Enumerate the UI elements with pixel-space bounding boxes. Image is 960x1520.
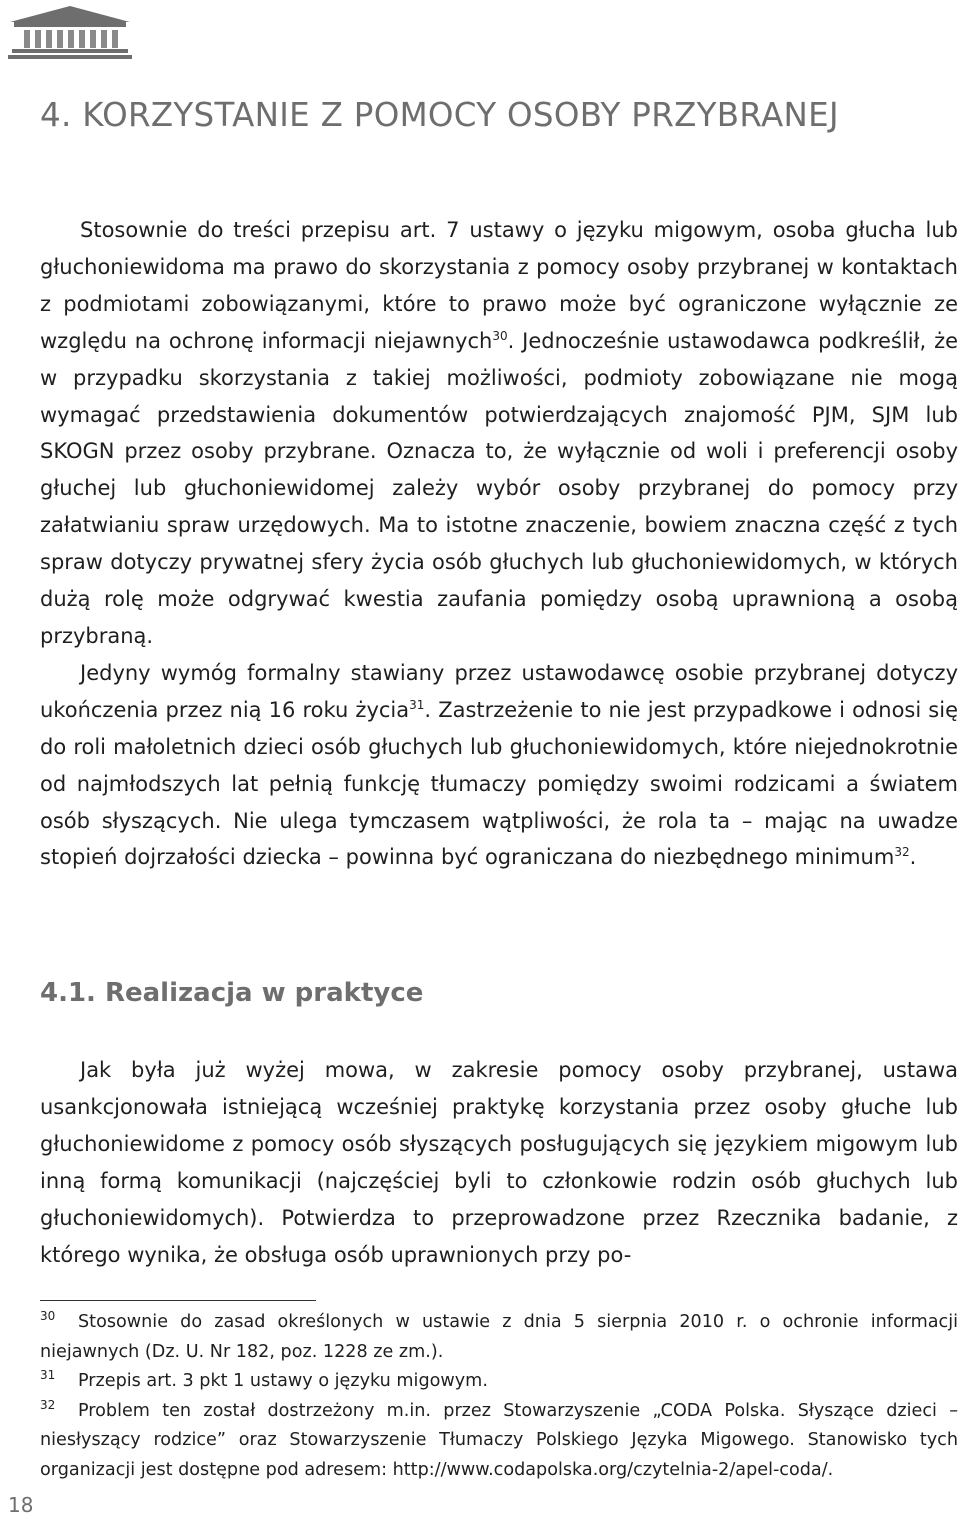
- paragraph: Jak była już wyżej mowa, w zakresie pomocy osoby przybranej, ustawa usankcjonowała istniejącą wcześniej praktykę korzystania przez osoby głuche lub głuchoniewidome z pomocy osób słyszących posługujących się językiem migowym lub inną formą komunikacji (najczęściej byli to członkowie rodzin osób głuchych lub głuchoniewidomych). Potwierdza to przeprowadzone przez Rzecznika badanie, z którego wynika, że obsługa osób uprawnionych przy po-: [40, 1058, 958, 1267]
- footnote-ref[interactable]: 30: [492, 328, 508, 343]
- page-number: 18: [8, 1493, 34, 1517]
- paragraph: Jedyny wymóg formalny stawiany przez ustawodawcę osobie przybranej dotyczy ukończenia przez nią 16 roku życia$^{31}$. Zastrzeżenie to nie jest przypadkowe i odnosi się do roli małoletnich dzieci osób głuchych lub głuchoniewidomych, które niejednokrotnie od najmłodszych lat pełnią funkcję tłumaczy pomiędzy swoimi rodzicami a światem osób słyszących. Nie ulega tymczasem wątpliwości, że rola ta – mając na uwadze stopień dojrzałości dziecka – powinna być ograniczana do niezbędnego minimum$^{32}$.: [40, 660, 958, 870]
- paragraph: Stosownie do treści przepisu art. 7 ustawy o języku migowym, osoba głucha lub głuchoniewidoma ma prawo do skorzystania z pomocy osoby przybranej w kontaktach z podmiotami zobowiązanymi, które to prawo może być ograniczone wyłącznie ze względu na ochronę informacji niejawnych$^{30}$. Jednocześnie ustawodawca podkreślił, że w przypadku skorzystania z takiej możliwości, podmioty zobowiązane nie mogą wymagać przedstawienia dokumentów potwierdzających znajomość PJM, SJM lub SKOGN przez osoby przybrane. Oznacza to, że wyłącznie od woli i preferencji osoby głuchej lub głuchoniewidomej zależy wybór osoby przybranej do pomocy przy załatwianiu spraw urzędowych. Ma to istotne znaczenie, bowiem znaczna część z tych spraw dotyczy prywatnej sfery życia osób głuchych lub głuchoniewidomych, w których dużą rolę może odgrywać kwestia zaufania pomiędzy osobą uprawnioną a osobą przybraną.: [40, 218, 959, 648]
- section-title: 4.1. Realizacja w praktyce: [40, 978, 424, 1008]
- footnotes: [40, 1308, 958, 1485]
- footnote-ref[interactable]: 31: [409, 697, 425, 712]
- footnote: 30 Stosownie do zasad określonych w ustawie z dnia 5 sierpnia 2010 r. o ochronie informacji niejawnych (Dz. U. Nr 182, poz. 1228 ze zm.).: [40, 1309, 958, 1362]
- footnote-divider: [40, 1300, 316, 1301]
- building-columns-logo: [4, 2, 136, 64]
- footnote: 32 Problem ten został dostrzeżony m.in. przez Stowarzyszenie „CODA Polska. Słyszące dzieci – niesłyszący rodzice” oraz Stowarzyszenie Tłumaczy Polskiego Języka Migowego. Stanowisko tych organizacji jest dostępne pod adresem: http://www.codapolska.org/czytelnia-2/apel-coda/.: [40, 1397, 958, 1480]
- chapter-title: 4. KORZYSTANIE Z POMOCY OSOBY PRZYBRANEJ: [40, 96, 839, 134]
- footnote-ref[interactable]: 32: [894, 845, 910, 860]
- footnote: 31 Przepis art. 3 pkt 1 ustawy o języku migowym.: [40, 1368, 488, 1391]
- body-text-section: [40, 1052, 958, 1273]
- body-text-intro: [40, 212, 958, 876]
